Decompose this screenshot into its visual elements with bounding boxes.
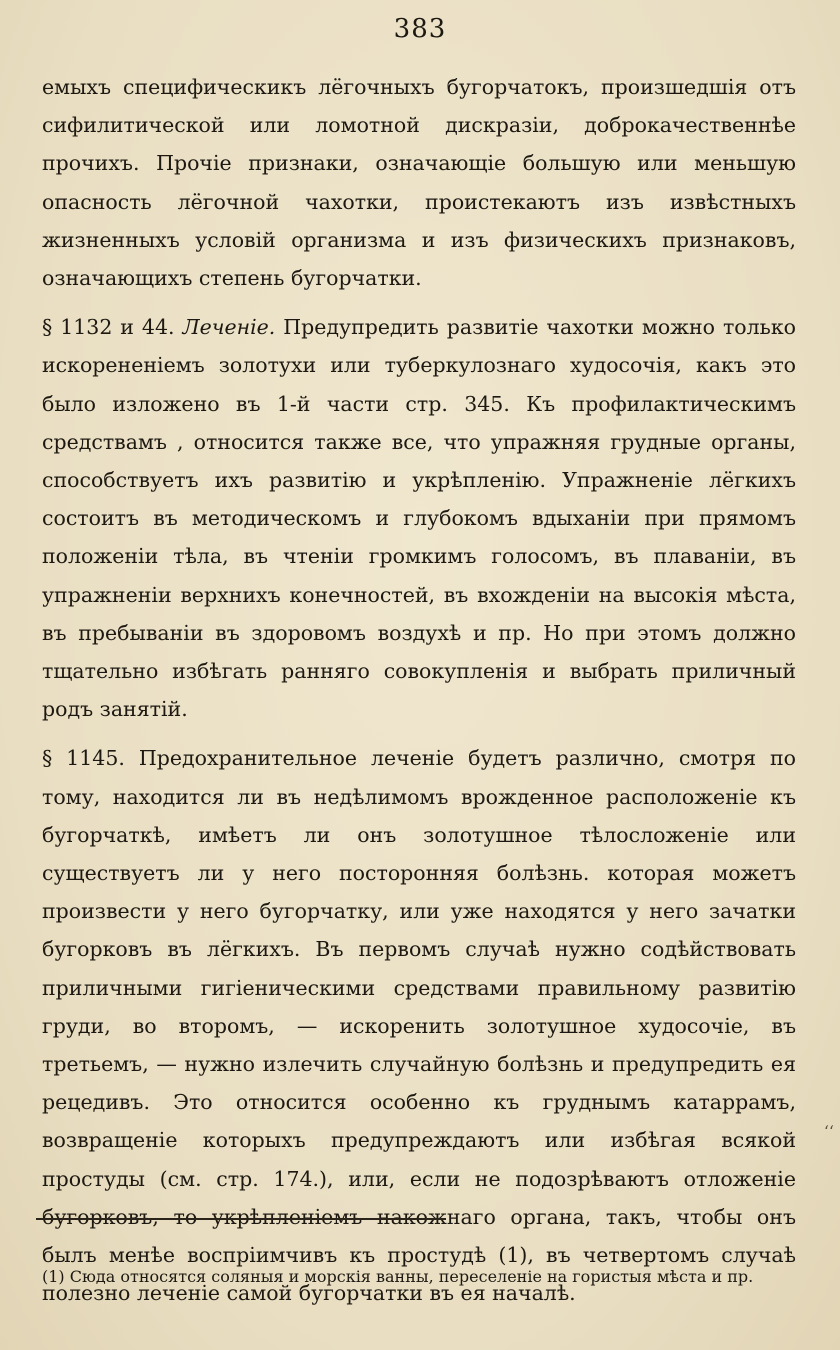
section-number: § 1145. (42, 746, 125, 771)
page-number: 383 (393, 14, 447, 44)
footnote: (1) Сюда относятся соляныя и морскія ванны, переселеніе на гористыя мѣста и пр. (42, 1267, 754, 1286)
section-number: § 1132 и 44. (42, 315, 175, 340)
paragraph-section-1145 (42, 739, 796, 1312)
paragraph-section-1132 (42, 308, 796, 728)
section-text: Предупредить развитіе чахотки можно только искорененіемъ золотухи или туберкулознаго худосочія, какъ это было изложено въ 1-й части стр. 345. Къ профилактическимъ средствамъ , относится также все, что упражняя грудные органы, способствуетъ ихъ развитію и укрѣпленію. Упражненіе лёгкихъ состоитъ въ методическомъ и глубокомъ вдыханіи при прямомъ положеніи тѣла, въ чтеніи громкимъ голосомъ, въ плаваніи, въ упражненіи верхнихъ конечностей, въ вхожденіи на высокія мѣста, въ пребываніи въ здоровомъ воздухѣ и пр. Но при этомъ должно тщательно избѣгать ранняго совокупленія и выбрать приличный родъ занятій. (42, 315, 796, 722)
section-text: Предохранительное леченіе будетъ различно, смотря по тому, находится ли въ недѣлимомъ врожденное расположеніе къ бугорчаткѣ, имѣетъ ли онъ золотушное тѣлосложеніе или существуетъ ли у него посторонняя болѣзнь. которая можетъ произвести у него бугорчатку, или уже находятся у него зачатки бугорковъ въ лёгкихъ. Въ первомъ случаѣ нужно содѣйствовать приличными гигіеническими средствами правильному развитію груди, во второмъ, — искоренить золотушное худосочіе, въ третьемъ, — нужно излечить случайную болѣзнь и предупредить ея рецедивъ. Это относится особенно къ груднымъ катаррамъ, возвращеніе которыхъ предупреждаютъ или избѣгая всякой простуды (см. стр. 174.), или, если не подозрѣваютъ отложеніе бугорковъ, то укрѣпленіемъ накожнаго органа, такъ, чтобы онъ былъ менѣе воспріимчивъ къ простудѣ (1), въ четвертомъ случаѣ полезно леченіе самой бугорчатки въ ея началѣ. (42, 746, 796, 1306)
paragraph-continuation: емыхъ специфическикъ лёгочныхъ бугорчатокъ, произшедшія отъ сифилитической или ломотной дискразіи, доброкачественнѣе прочихъ. Прочіе признаки, означающіе большую или меньшую опасность лёгочной чахотки, проистекаютъ изъ извѣстныхъ жизненныхъ условій организма и изъ физическихъ признаковъ, означающихъ степень бугорчатки. (42, 75, 796, 291)
body-text (42, 68, 796, 1313)
margin-mark: ‘‘ (823, 1122, 834, 1141)
footnote-divider (36, 1218, 446, 1220)
section-term: Леченіе. (182, 315, 276, 340)
